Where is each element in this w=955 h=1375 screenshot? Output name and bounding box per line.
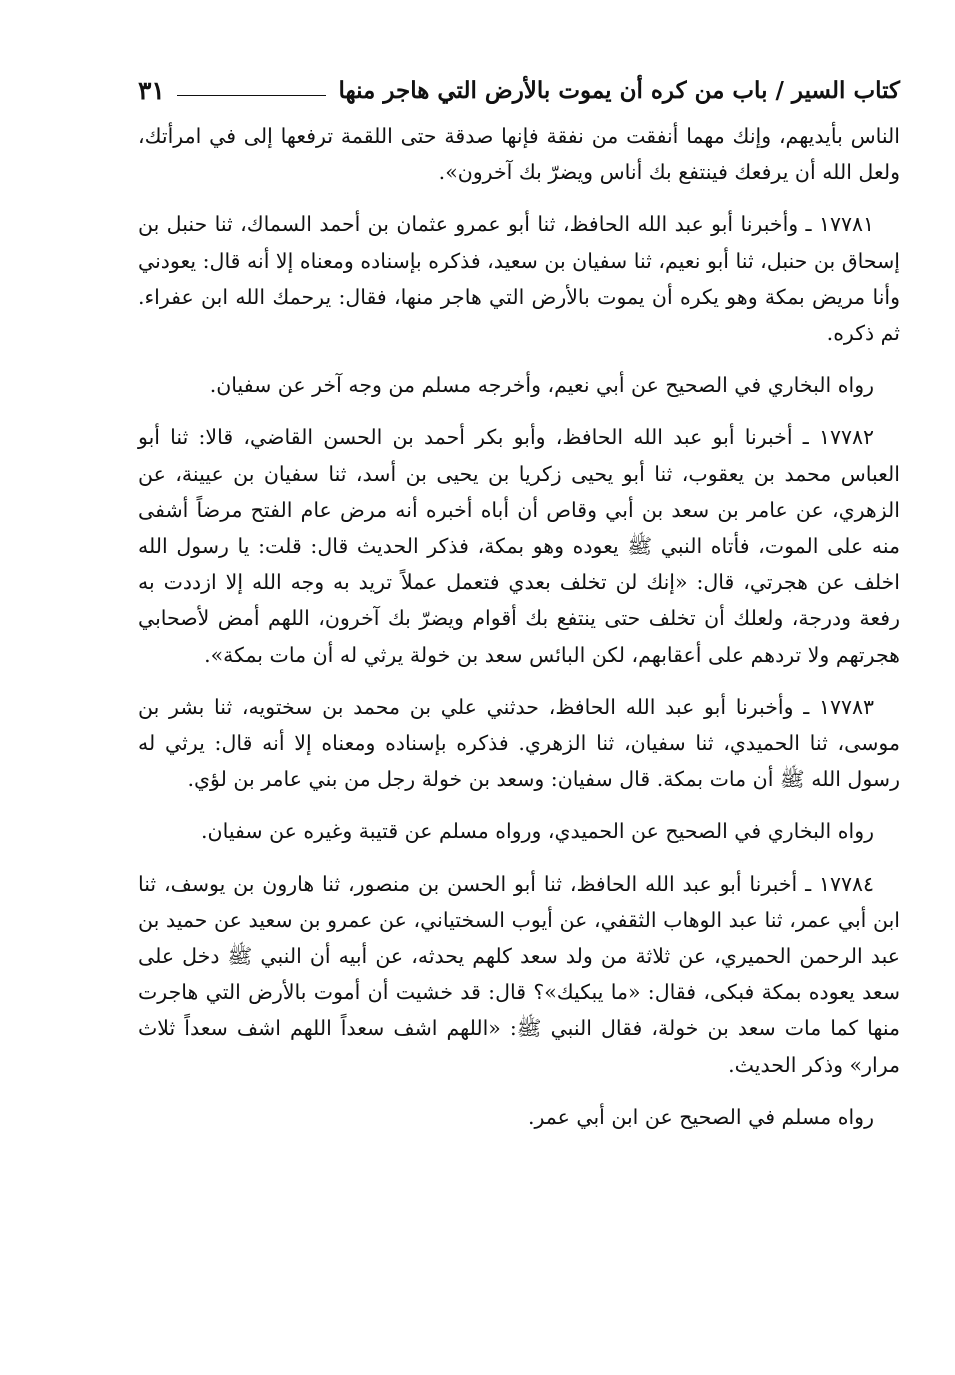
running-header: [138, 70, 900, 110]
paragraph-continuation: الناس بأيديهم، وإنك مهما أنفقت من نفقة فإنها صدقة حتى اللقمة ترفعها إلى في امرأتك، ولعل الله أن يرفعك فينتفع بك أناس ويضرّ بك آخرون».: [138, 124, 900, 185]
hadith-17783: ١٧٧٨٣ ـ وأخبرنا أبو عبد الله الحافظ، حدثني علي بن محمد بن سختويه، ثنا بشر بن موسى، ثنا الحميدي، ثنا سفيان، ثنا الزهري. فذكره بإسناده ومعناه إلا أنه قال: يرثي له رسول الله ﷺ أن مات بمكة. قال سفيان: وسعد بن خولة رجل من بني عامر بن لؤي.: [138, 694, 900, 792]
hadith-17784: ١٧٧٨٤ ـ أخبرنا أبو عبد الله الحافظ، ثنا أبو الحسن بن منصور، ثنا هارون بن يوسف، ثنا ابن أبي عمر، ثنا عبد الوهاب الثقفي، عن أيوب السختياني، عن عمرو بن سعيد عن حميد بن عبد الرحمن الحميري، عن ثلاثة من ولد سعد كلهم يحدثه، عن أبيه أن النبي ﷺ دخل على سعد يعوده بمكة فبكى، فقال: «ما يبكيك»؟ قال: قد خشيت أن أموت بالأرض التي هاجرت منها كما مات سعد بن خولة، فقال النبي ﷺ: «اللهم اشف سعداً اللهم اشف سعداً ثلاث مرار» وذكر الحديث.: [138, 871, 900, 1077]
page-body: [138, 118, 900, 1151]
narration-note: رواه مسلم في الصحيح عن ابن أبي عمر.: [527, 1104, 874, 1129]
narration-note: رواه البخاري في الصحيح عن الحميدي، ورواه مسلم عن قتيبة وغيره عن سفيان.: [201, 819, 874, 844]
hadith-17782: ١٧٧٨٢ ـ أخبرنا أبو عبد الله الحافظ، وأبو بكر أحمد بن الحسن القاضي، قالا: ثنا أبو العباس محمد بن يعقوب، ثنا أبو يحيى زكريا بن يحيى بن أسد، ثنا سفيان بن عيينة، عن الزهري، عن عامر بن سعد بن أبي وقاص أن أباه أخبره أنه مرض عام الفتح مرضاً أشفى منه على الموت، فأتاه النبي ﷺ يعوده وهو بمكة، فذكر الحديث قال: قلت: يا رسول الله اخلف عن هجرتي، قال: «إنك لن تخلف بعدي فتعمل عملاً تريد به وجه الله إلا ازددت به رفعة ودرجة، ولعلك أن تخلف حتى ينتفع بك أقوام ويضرّ بك آخرون، اللهم أمض لأصحابي هجرتهم ولا تردهم على أعقابهم، لكن البائس سعد بن خولة يرثي له أن مات بمكة».: [138, 425, 900, 667]
narration-note: رواه البخاري في الصحيح عن أبي نعيم، وأخرجه مسلم من وجه آخر عن سفيان.: [209, 373, 874, 398]
running-title: كتاب السير / باب من كره أن يموت بالأرض التي هاجر منها: [338, 76, 900, 104]
page-number: ٣١: [138, 75, 165, 105]
header-rule: [177, 95, 327, 96]
hadith-17781: ١٧٧٨١ ـ وأخبرنا أبو عبد الله الحافظ، ثنا أبو عمرو عثمان بن أحمد السماك، ثنا حنبل بن إسحاق بن حنبل، ثنا أبو نعيم، ثنا سفيان بن سعيد، فذكره بإسناده ومعناه إلا أنه قال: يعودني وأنا مريض بمكة وهو يكره أن يموت بالأرض التي هاجر منها، فقال: يرحمك الله ابن عفراء. ثم ذكره.: [138, 212, 900, 346]
